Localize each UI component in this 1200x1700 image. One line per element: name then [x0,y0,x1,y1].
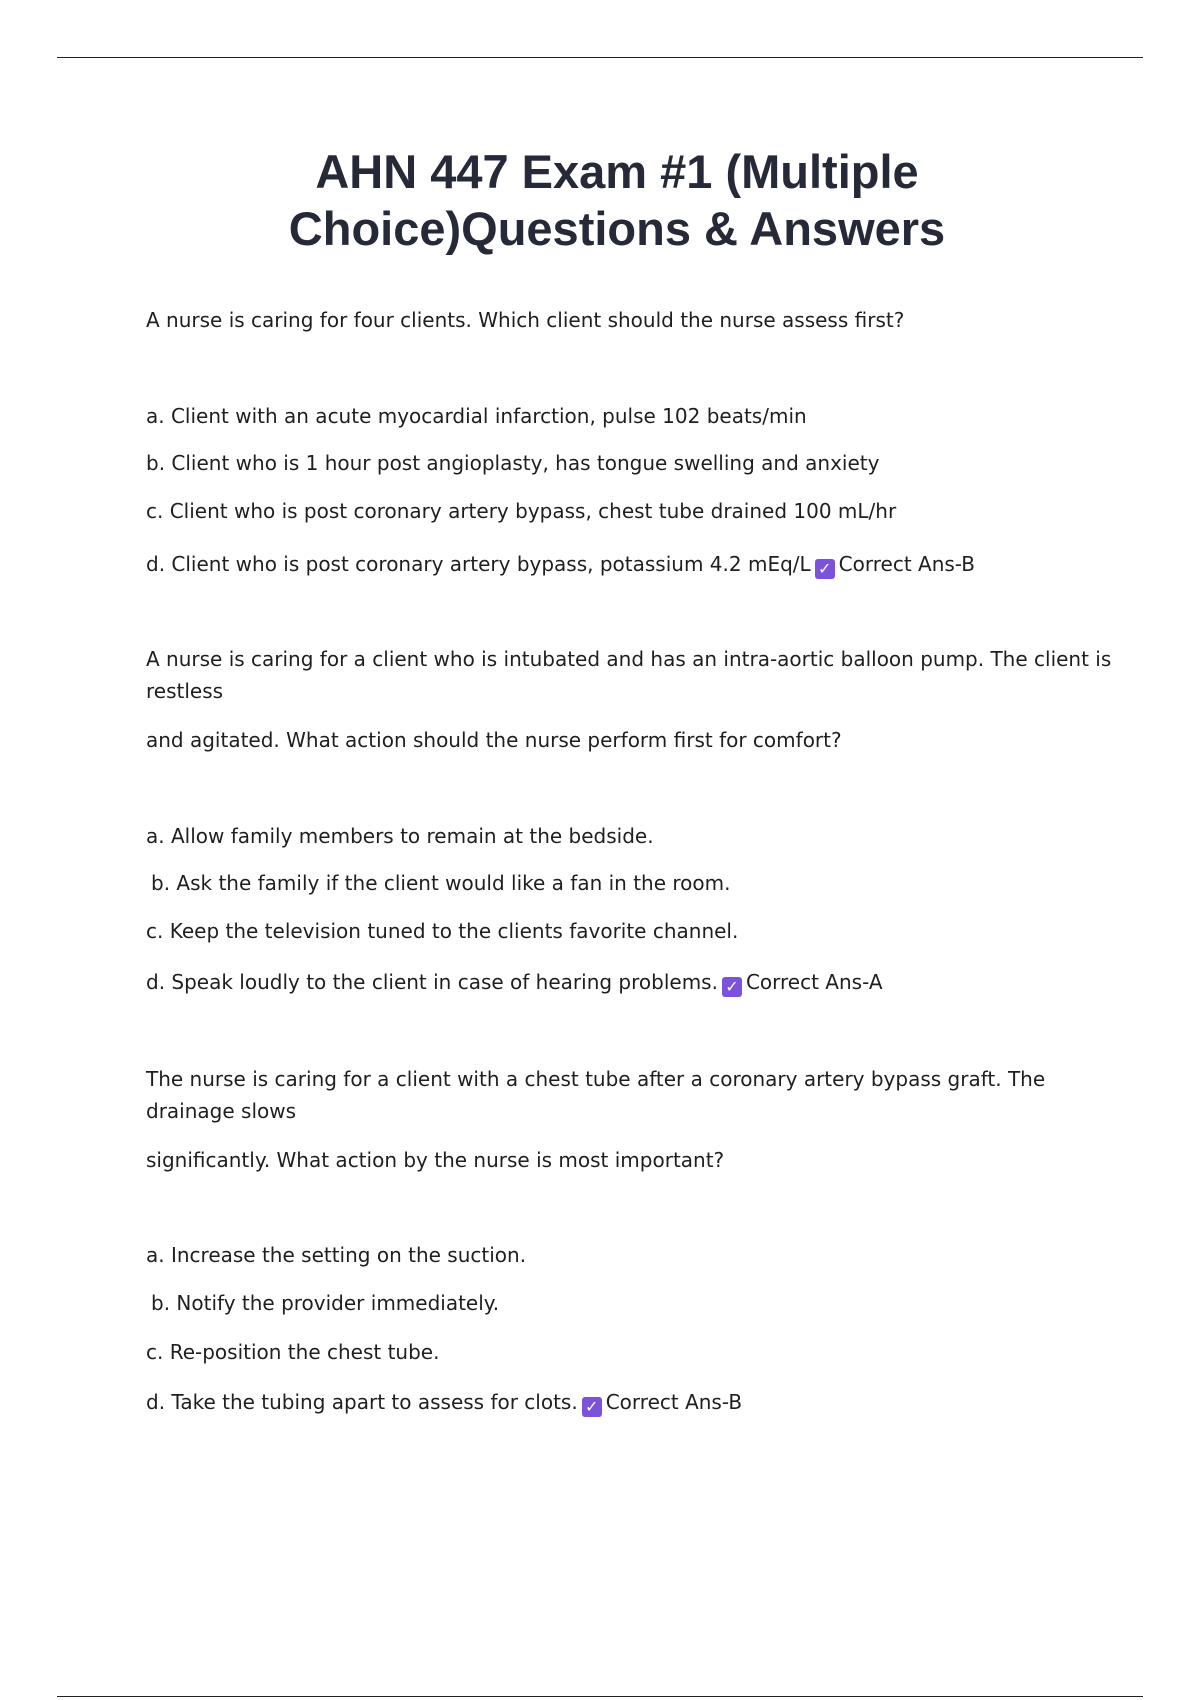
answer-option: a. Allow family members to remain at the bedside. [146,824,654,848]
answer-option: b. Notify the provider immediately. [151,1291,500,1315]
check-mark-icon: ✓ [815,559,835,579]
check-mark-icon: ✓ [582,1397,602,1417]
answer-option: a. Increase the setting on the suction. [146,1243,527,1267]
answer-option: b. Ask the family if the client would like a fan in the room. [151,871,731,895]
correct-answer: Correct Ans-B [838,552,976,576]
answer-option: d. Client who is post coronary artery bypass, potassium 4.2 mEq/L [146,552,811,576]
question-stem: significantly. What action by the nurse is most important? [146,1148,725,1172]
question-stem: A nurse is caring for four clients. Which client should the nurse assess first? [146,308,905,332]
question-stem: drainage slows [146,1099,297,1123]
correct-answer: Correct Ans-B [605,1390,743,1414]
correct-answer: Correct Ans-A [745,970,883,994]
question-stem: The nurse is caring for a client with a chest tube after a coronary artery bypass graft. The [146,1067,1046,1091]
question-stem: and agitated. What action should the nurse perform first for comfort? [146,728,842,752]
answer-option: c. Keep the television tuned to the clients favorite channel. [146,919,739,943]
question-stem: restless [146,679,224,703]
footer-rule [57,1696,1143,1697]
header-rule [57,57,1143,58]
answer-option: c. Client who is post coronary artery bypass, chest tube drained 100 mL/hr [146,499,897,523]
answer-option-with-key [146,969,883,997]
answer-option: c. Re-position the chest tube. [146,1340,440,1364]
answer-option-with-key [146,1389,742,1417]
answer-option: d. Speak loudly to the client in case of hearing problems. [146,970,718,994]
page-title [0,143,1200,257]
page-title-line-2: Choice)Questions & Answers [288,202,946,255]
answer-option-with-key [146,551,975,579]
page-title-line-1: AHN 447 Exam #1 (Multiple [315,145,919,198]
question-stem: A nurse is caring for a client who is intubated and has an intra-aortic balloon pump. The client is [146,647,1112,671]
answer-option: a. Client with an acute myocardial infarction, pulse 102 beats/min [146,404,807,428]
answer-option: b. Client who is 1 hour post angioplasty, has tongue swelling and anxiety [146,451,880,475]
check-mark-icon: ✓ [722,977,742,997]
answer-option: d. Take the tubing apart to assess for clots. [146,1390,578,1414]
